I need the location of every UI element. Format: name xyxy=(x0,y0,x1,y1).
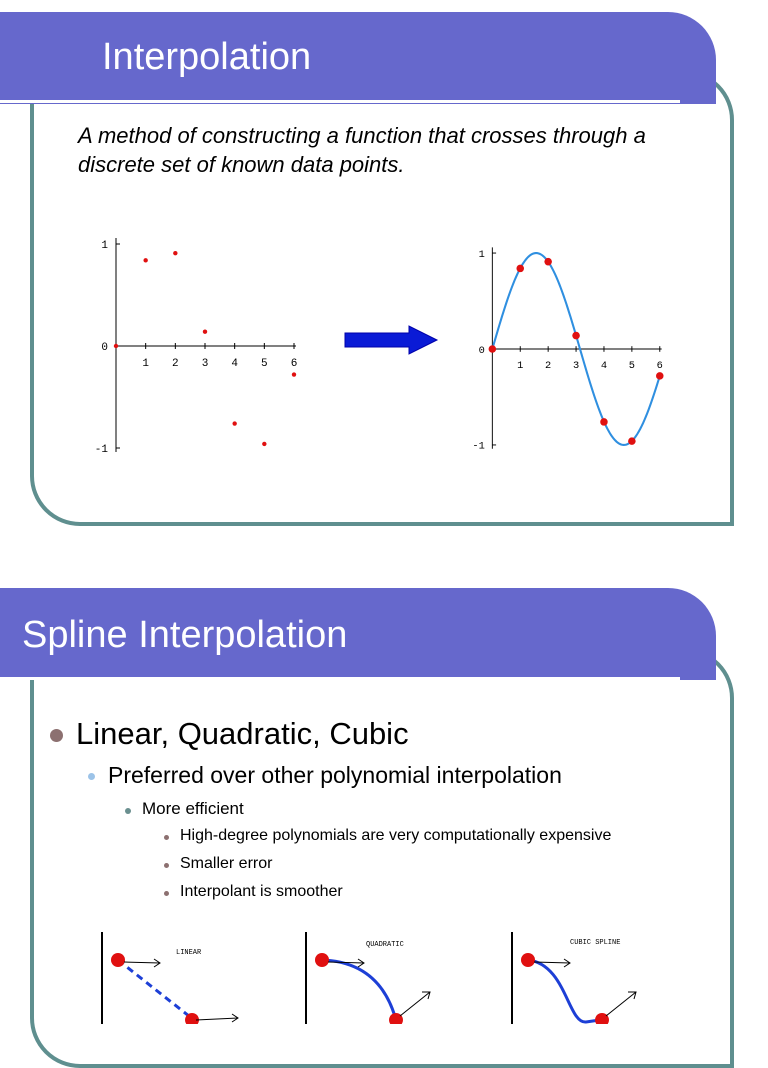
data-point xyxy=(628,437,636,445)
data-point xyxy=(292,372,296,376)
x-tick-label: 5 xyxy=(261,358,268,370)
x-tick-label: 3 xyxy=(201,358,209,370)
x-tick-label: 3 xyxy=(572,359,580,372)
quadratic-label: QUADRATIC xyxy=(366,941,404,949)
bullet-level2: Preferred over other polynomial interpolation xyxy=(108,762,562,788)
data-point xyxy=(114,344,118,348)
linear-label: LINEAR xyxy=(176,949,202,957)
bullet-level2-icon xyxy=(88,773,95,780)
bullet-level1-icon xyxy=(50,729,63,742)
scatter-chart xyxy=(88,228,310,464)
right-arrow-icon xyxy=(343,325,439,355)
x-tick-label: 1 xyxy=(517,359,524,372)
sine-interpolation-chart xyxy=(466,238,688,460)
x-tick-label: 1 xyxy=(142,358,149,370)
slide1-title-underline xyxy=(0,100,680,103)
bullet-level4-item: Interpolant is smoother xyxy=(180,883,343,900)
y-tick-label: -1 xyxy=(94,444,108,456)
x-tick-label: 4 xyxy=(231,358,238,370)
slide2-title: Spline Interpolation xyxy=(22,614,348,656)
data-point xyxy=(489,345,497,353)
data-point xyxy=(173,251,177,255)
slide1-subtitle: A method of constructing a function that crosses through a discrete set of known data points. xyxy=(78,123,646,177)
y-tick-label: 1 xyxy=(101,240,108,252)
y-tick-label: 0 xyxy=(478,344,485,357)
x-tick-label: 4 xyxy=(600,359,608,372)
data-point xyxy=(572,332,580,340)
bullet-level4-icon xyxy=(164,863,169,868)
x-tick-label: 5 xyxy=(628,359,635,372)
slide2-title-underline xyxy=(0,677,680,680)
cubic-spline-label: CUBIC SPLINE xyxy=(570,939,621,947)
x-tick-label: 6 xyxy=(656,359,663,372)
data-point xyxy=(656,372,664,380)
cubic-spline-figure xyxy=(506,928,676,1024)
data-point xyxy=(544,258,552,266)
bullet-level4-item: High-degree polynomials are very computationally expensive xyxy=(180,827,612,844)
y-tick-label: 1 xyxy=(478,248,485,261)
quadratic-spline-figure xyxy=(300,928,470,1024)
bullet-level4-item: Smaller error xyxy=(180,855,273,872)
bullet-level4-icon xyxy=(164,835,169,840)
linear-spline-figure xyxy=(96,928,266,1024)
bullet-level1: Linear, Quadratic, Cubic xyxy=(76,716,409,751)
data-point xyxy=(203,330,207,334)
data-point xyxy=(600,418,608,426)
y-tick-label: -1 xyxy=(472,440,485,453)
data-point xyxy=(143,258,147,262)
x-tick-label: 6 xyxy=(290,358,298,370)
slide1-title: Interpolation xyxy=(102,36,312,78)
bullet-level3-icon xyxy=(125,808,131,814)
bullet-level3: More efficient xyxy=(142,799,244,818)
data-point xyxy=(232,421,236,425)
bullet-level4-icon xyxy=(164,891,169,896)
x-tick-label: 2 xyxy=(545,359,552,372)
data-point xyxy=(262,442,266,446)
x-tick-label: 2 xyxy=(172,358,179,370)
data-point xyxy=(516,265,524,273)
y-tick-label: 0 xyxy=(101,342,108,354)
